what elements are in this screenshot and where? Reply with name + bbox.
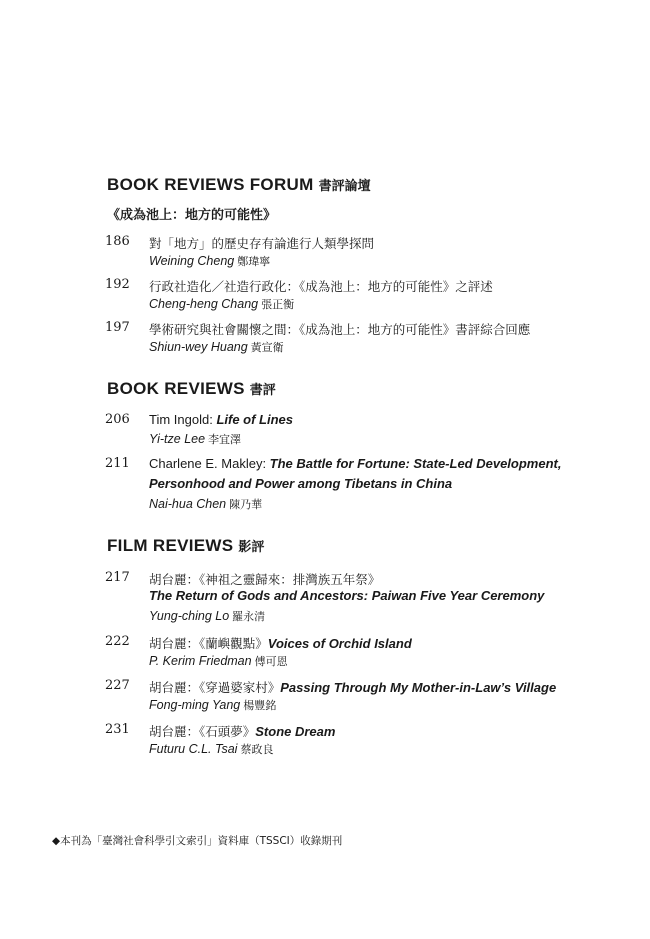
entry-title: 行政社造化／社造行政化：《成為池上：地方的可能性》之評述 <box>149 279 493 294</box>
section-heading-forum-zh: 書評論壇 <box>318 179 371 194</box>
page-number: 227 <box>105 678 130 693</box>
page-number: 211 <box>105 456 130 471</box>
entry-title: 胡台麗：《神祖之靈歸來：排灣族五年祭》 <box>149 572 381 587</box>
entry-author: Yi-tze Lee 李宜澤 <box>149 432 242 446</box>
entry-title: 胡台麗：《穿過婆家村》Passing Through My Mother-in-Law’s Village <box>149 680 557 695</box>
entry-author: Futuru C.L. Tsai 蔡政良 <box>149 742 274 756</box>
entry-title: 學術研究與社會關懷之間：《成為池上：地方的可能性》書評綜合回應 <box>149 322 531 337</box>
entry-title: 對「地方」的歷史存有論進行人類學探問 <box>149 236 375 251</box>
entry-title-continued: Personhood and Power among Tibetans in China <box>149 476 453 491</box>
footer-note: ◆本刊為「臺灣社會科學引文索引」資料庫（TSSCI）收錄期刊 <box>52 835 343 847</box>
entry-title: 胡台麗：《蘭嶼觀點》Voices of Orchid Island <box>149 636 412 651</box>
entry-author: Cheng-heng Chang 張正衡 <box>149 297 295 311</box>
entry-title: 胡台麗：《石頭夢》Stone Dream <box>149 724 336 739</box>
page-number: 186 <box>105 234 130 249</box>
forum-subtitle: 《成為池上：地方的可能性》 <box>107 208 277 223</box>
entry-author: Nai-hua Chen 陳乃華 <box>149 497 263 511</box>
section-heading-book-reviews-zh: 書評 <box>249 383 276 398</box>
entry-author: Shiun-wey Huang 黃宣衛 <box>149 340 284 354</box>
page-number: 206 <box>105 412 130 427</box>
section-heading-film-reviews <box>107 536 264 556</box>
page-number: 197 <box>105 320 130 335</box>
entry-author: P. Kerim Friedman 傅可恩 <box>149 654 288 668</box>
section-heading-forum <box>107 175 371 195</box>
page-number: 222 <box>105 634 130 649</box>
entry-title: Tim Ingold: Life of Lines <box>149 412 293 427</box>
section-heading-book-reviews <box>107 379 276 399</box>
section-heading-book-reviews-en: BOOK REVIEWS <box>107 379 245 398</box>
entry-author: Yung-ching Lo 羅永清 <box>149 609 266 623</box>
section-heading-film-reviews-en: FILM REVIEWS <box>107 536 234 555</box>
entry-author: Weining Cheng 鄭瑋寧 <box>149 254 271 268</box>
section-heading-film-reviews-zh: 影評 <box>238 540 265 555</box>
entry-author: Fong-ming Yang 楊豐銘 <box>149 698 277 712</box>
section-heading-forum-en: BOOK REVIEWS FORUM <box>107 175 314 194</box>
page-number: 192 <box>105 277 130 292</box>
entry-title: Charlene E. Makley: The Battle for Fortune: State-Led Development, <box>149 456 562 471</box>
page-number: 231 <box>105 722 130 737</box>
page-number: 217 <box>105 570 130 585</box>
entry-title-continued: The Return of Gods and Ancestors: Paiwan Five Year Ceremony <box>149 588 545 603</box>
